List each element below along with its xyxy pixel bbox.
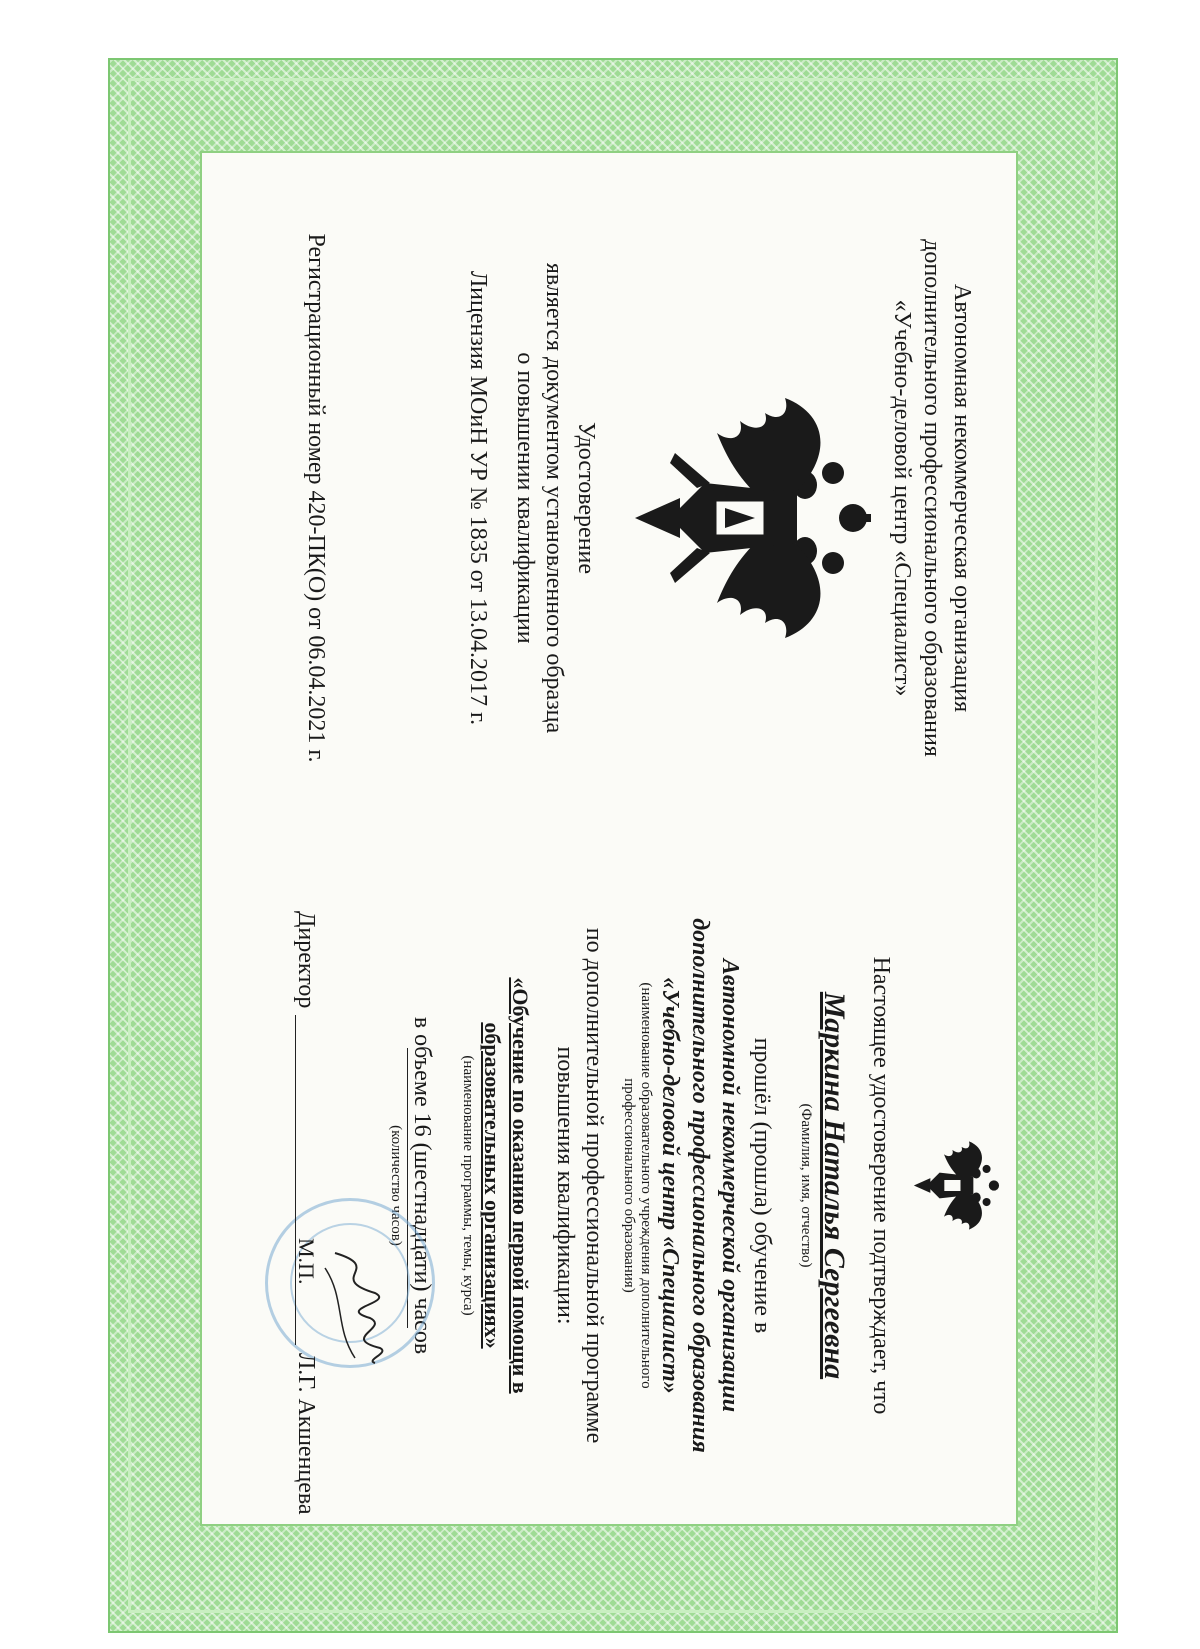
completed-training-text: прошёл (прошла) обучение в	[749, 1037, 775, 1334]
org-name-line1: Автономная некоммерческая организация	[949, 283, 975, 713]
registration-number: Регистрационный номер 420-ПК(О) от 06.04.2021 г.	[303, 233, 329, 763]
course-title-line2: образовательных организациях»	[480, 1022, 505, 1349]
institution-line3: «Учебно-деловой центр «Специалист»	[657, 977, 683, 1394]
small-coat-of-arms-icon	[912, 1138, 1002, 1233]
signature-line	[295, 1015, 296, 1345]
document-description-line1: является документом установленного образца	[541, 262, 567, 734]
certificate-content	[202, 153, 1020, 1528]
course-title-line1: «Обучение по оказанию первой помощи в	[508, 977, 533, 1394]
hours-text: в объеме 16 (шестнадцати) часов	[409, 1016, 435, 1355]
certificate-paper	[200, 151, 1018, 1526]
signature-scribble	[315, 1248, 395, 1368]
license-text: Лицензия МОиН УР № 1835 от 13.04.2017 г.	[465, 270, 491, 726]
document-description-line2: о повышении квалификации	[512, 352, 538, 644]
intro-text: Настоящее удостоверение подтверждает, что	[868, 956, 894, 1415]
institution-line2: дополнительного профессионального образования	[687, 918, 713, 1453]
program-line1: по дополнительной профессиональной программе	[581, 927, 607, 1444]
org-name-line3: «Учебно-деловой центр «Специалист»	[889, 299, 915, 697]
stamp-label: М.П.	[294, 1238, 319, 1285]
hours-caption: (количество часов)	[388, 1125, 404, 1246]
org-name-line2: дополнительного профессионального образования	[919, 239, 945, 757]
institution-caption-line2: профессионального образования)	[621, 1078, 637, 1293]
document-title: Удостоверение	[573, 421, 599, 575]
right-panel	[202, 843, 1020, 1528]
name-caption: (Фамилия, имя, отчество)	[798, 1103, 814, 1268]
course-caption: (наименование программы, темы, курса)	[460, 1055, 476, 1316]
program-line2: повышения квалификации:	[552, 1046, 578, 1325]
left-panel	[202, 153, 1020, 843]
director-label: Директор	[293, 911, 319, 1009]
recipient-name: Маркина Наталья Сергеевна	[818, 991, 851, 1380]
director-name: Л.Г. Акшенцева	[293, 1353, 319, 1515]
institution-caption-line1: (наименование образовательного учреждения дополнительного	[638, 982, 654, 1389]
institution-line1: Автономной некоммерческой организации	[717, 958, 743, 1413]
coat-of-arms-icon	[630, 393, 875, 643]
